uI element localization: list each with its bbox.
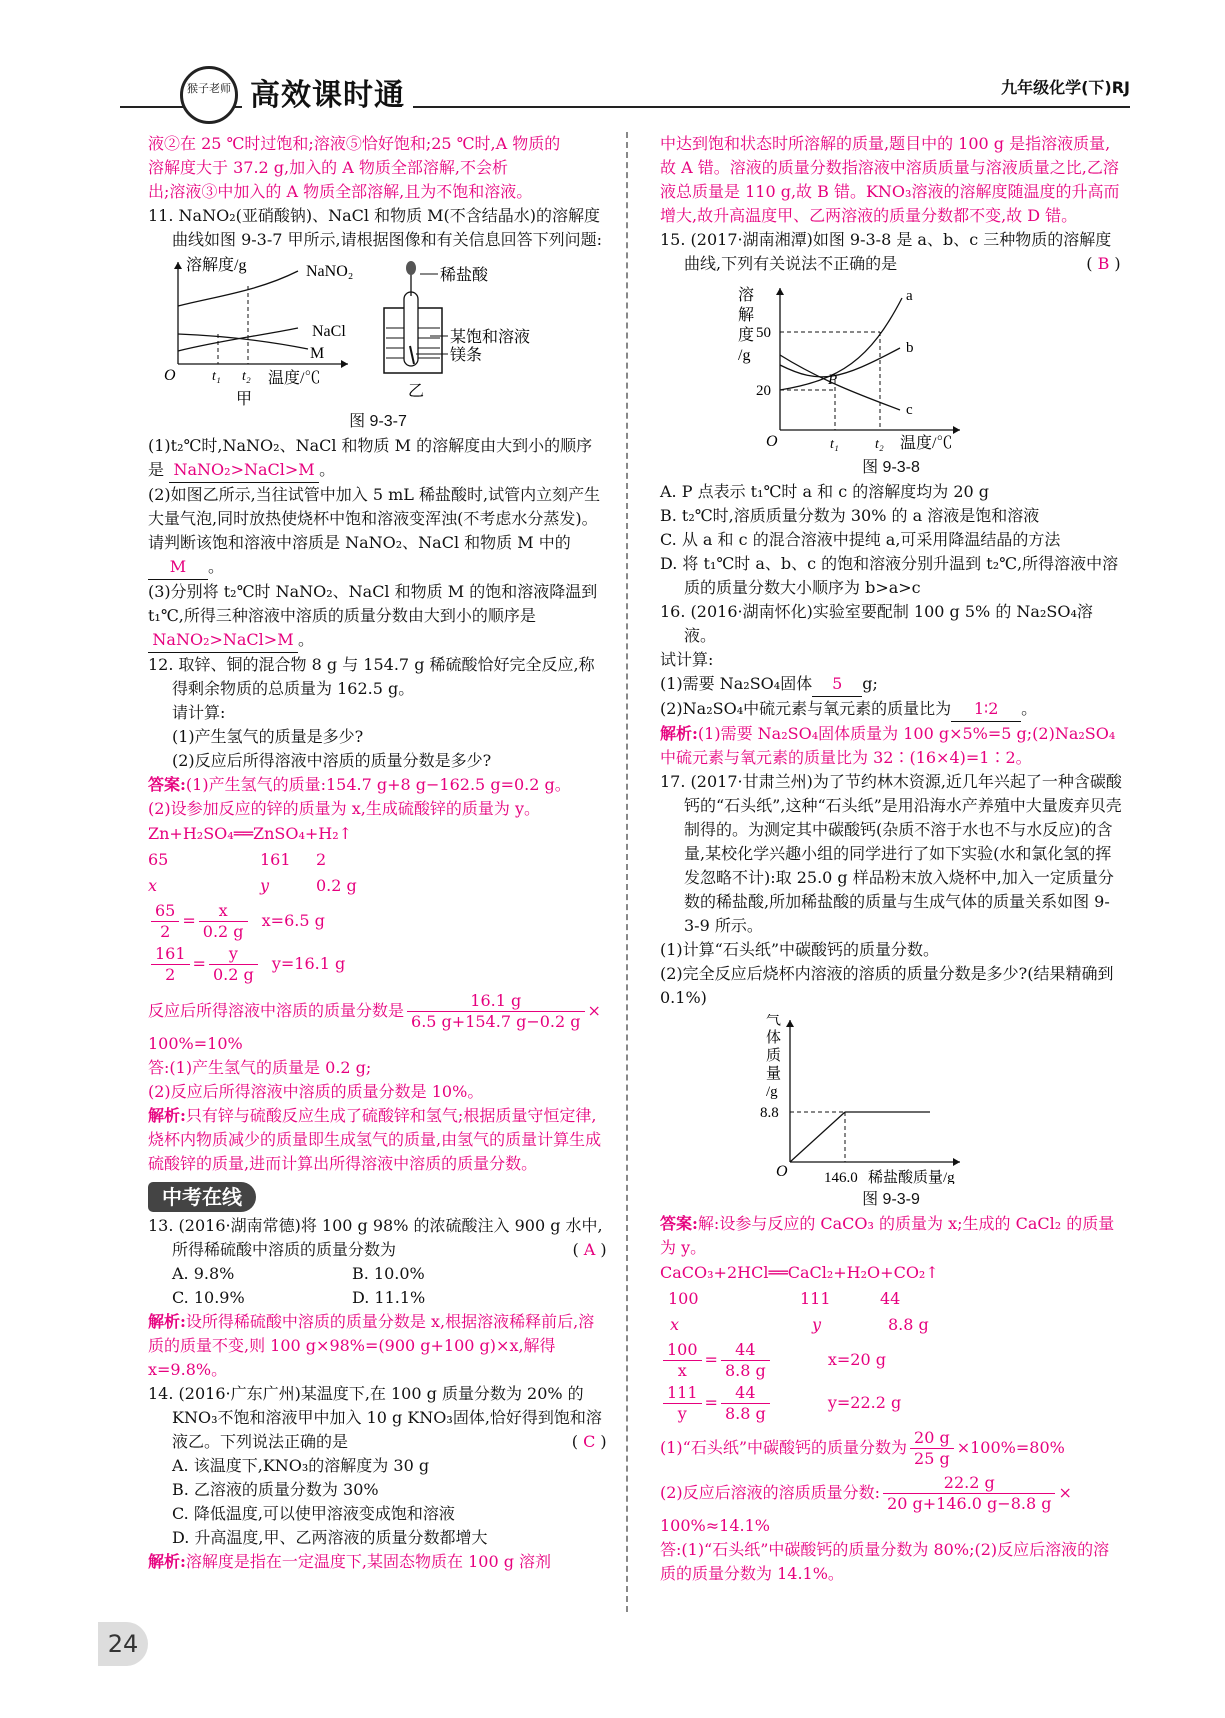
proportion-result: y=16.1 g [271,954,346,973]
fraction-denominator: 0.2 g [202,922,244,941]
question-13-options [148,1286,608,1310]
clock-logo-icon [180,66,238,124]
answer-line: (1)产生氢气的质量:154.7 g+8 g−162.5 g=0.2 g。 [185,775,571,794]
explanation-text: 只有锌与硫酸反应生成了硫酸锌和氢气;根据质量守恒定律,烧杯内物质减少的质量即生成氢气的质量,由氢气的质量计算生成硫酸锌的质量,进而计算出所得溶液中溶质的质量分数。 [148,1106,602,1173]
question-17-part-2: (2)完全反应后烧杯内溶液的溶质的质量分数是多少?(结果精确到 0.1%) [660,964,1114,1007]
calc-text: 反应后所得溶液中溶质的质量分数是 [148,1001,405,1020]
proportion-result: x=20 g [827,1350,886,1369]
mass-value: 44 [880,1289,901,1308]
jia-ylabel: 溶解度/g [186,257,247,274]
fraction-denominator: 2 [160,922,171,941]
series-a: a [906,288,913,304]
series-b: b [906,340,914,356]
option: D. 升高温度,甲、乙两溶液的质量分数都增大 [172,1528,488,1547]
calc-text: ×100%=80% [956,1438,1065,1457]
fraction-denominator: 6.5 g+154.7 g−0.2 g [411,1012,581,1031]
question-12-ask: 请计算: [172,703,226,722]
question-15-stem [660,228,1122,276]
ylabel-char: /g [738,347,751,364]
fraction-numerator: x [199,901,248,922]
answer-summary: 答:(1)产生氢气的质量是 0.2 g; [148,1058,372,1077]
calc-2 [660,1473,1122,1514]
option: C. 从 a 和 c 的混合溶液中提纯 a,可采用降温结晶的方法 [660,530,1061,549]
question-11-part-2 [148,483,608,580]
proportion-1: $\frac{100}{x}$ = $\frac{44}{8.8 g}$ x=20 g [660,1340,1122,1381]
fraction-numerator: 100 [663,1340,702,1361]
unknown-row [660,1312,1122,1338]
question-14-stem [148,1382,608,1454]
calc-result: 100%≈14.1% [660,1516,770,1535]
fraction-denominator: 0.2 g [212,965,254,984]
question-13-stem [148,1214,608,1262]
column-divider [626,132,628,1612]
calc-1 [660,1428,1122,1469]
question-16-ask: 试计算: [660,650,714,669]
continued-explanation-line: 出;溶液③中加入的 A 物质全部溶解,且为不饱和溶液。 [148,182,533,201]
continued-explanation-line: 溶解度大于 37.2 g,加入的 A 物质全部溶解,不会析 [148,158,508,177]
answer-paren: ( A ) [572,1240,607,1259]
question-16-stem: 16. (2016·湖南怀化)实验室要配制 100 g 5% 的 Na₂SO₄溶液。 [660,602,1093,645]
figure-9-3-8 [720,280,1122,452]
question-12-stem: 12. 取锌、铜的混合物 8 g 与 154.7 g 稀硫酸恰好完全反应,称得剩余物质的总质量为 162.5 g。 [148,655,595,698]
right-column [660,132,1122,1586]
xtick-t1: t₁ [830,437,839,452]
ylabel-char: 气 [766,1014,782,1028]
xtick-146: 146.0 [824,1170,858,1184]
part-text: (2)Na₂SO₄中硫元素与氧元素的质量比为 [660,699,952,718]
stem-text: 15. (2017·湖南湘潭)如图 9-3-8 是 a、b、c 三种物质的溶解度曲线,下列有关说法不正确的是 [660,230,1112,273]
fraction-numerator: y [209,944,258,965]
option: B. t₂℃时,溶质质量分数为 30% 的 a 溶液是饱和溶液 [660,506,1040,525]
fraction-numerator: 22.2 g [883,1473,1055,1494]
fraction-denominator: 20 g+146.0 g−8.8 g [887,1494,1052,1513]
fraction-denominator: 25 g [914,1449,950,1468]
figure-caption: 图 9-3-7 [349,413,407,430]
gas-mass-chart [740,1014,1000,1184]
explanation-label: 解析: [148,1312,186,1331]
xlabel: 稀盐酸质量/g [868,1170,955,1184]
option: D. 11.1% [352,1288,426,1307]
ylabel-char: 体 [766,1030,782,1046]
proportion-2: $\frac{111}{y}$ = $\frac{44}{8.8 g}$ y=22.2 g [660,1383,1122,1424]
series-title: 高效课时通 [242,76,413,116]
ylabel-char: 度 [738,327,755,344]
continued-explanation: 中达到饱和状态时所溶解的质量,题目中的 100 g 是指溶液质量,故 A 错。溶液的质量分数指溶液中溶质质量与溶液质量之比,乙溶液总质量是 110 g,故 B 错。KNO₃溶液的溶解度随温度的升高而增大,故升高温度甲、乙两溶液的质量分数都不变,故 D 错。 [660,134,1120,225]
jia-t1: t₁ [212,369,221,384]
question-13-options [148,1262,608,1286]
part-text: (1)需要 Na₂SO₄固体 [660,674,813,693]
explanation-text: 设所得稀硫酸中溶质的质量分数是 x,根据溶液稀释前后,溶质的质量不变,则 100 g×98%=(900 g+100 g)×x,解得 x=9.8%。 [148,1312,595,1379]
answer-summary: 答:(1)“石头纸”中碳酸钙的质量分数为 80%;(2)反应后溶液的溶质的质量分数为 14.1%。 [660,1540,1110,1583]
calc-text: (1)“石头纸”中碳酸钙的质量分数为 [660,1438,908,1457]
molar-mass-row [660,1286,1122,1312]
stem-text: 13. (2016·湖南常德)将 100 g 98% 的浓硫酸注入 900 g 水中,所得稀硫酸中溶质的质量分数为 [148,1216,603,1259]
times-sign: × [587,1001,601,1020]
question-11-part-1 [148,434,608,483]
fraction-numerator: 161 [151,944,190,965]
answer-label: 答案: [148,775,186,794]
figure-9-3-7 [148,256,608,406]
figure-caption: 图 9-3-9 [862,1191,920,1208]
fraction-numerator: 44 [721,1340,770,1361]
answer-blank: 1∶2 [951,697,1021,722]
ylabel-char: 量 [766,1066,782,1082]
chemical-equation: CaCO₃+2HCl══CaCl₂+H₂O+CO₂↑ [660,1263,939,1282]
fraction-numerator: 20 g [910,1428,954,1449]
part-text: (1)t₂℃时,NaNO₂、NaCl 和物质 M 的溶解度由大到小的顺序是 [148,436,593,479]
explanation-label: 解析: [660,724,698,743]
mass-value: 100 [668,1289,699,1308]
answer-paren: ( C ) [571,1432,607,1451]
origin-label: O [766,433,778,450]
answer-paren: ( B ) [1086,254,1121,273]
mass-value: 2 [316,850,327,869]
jia-xlabel: 温度/℃ [268,370,321,387]
option: B. 乙溶液的质量分数为 30% [172,1480,379,1499]
proportion-2: $\frac{161}{2}$ = $\frac{y}{0.2 g}$ y=16.1 g [148,944,608,985]
part-end: 。 [1021,699,1038,718]
fraction-numerator: 16.1 g [407,991,585,1012]
jia-name: 甲 [236,391,253,406]
jia-t2: t₂ [242,369,251,384]
fraction-denominator: 8.8 g [724,1361,766,1380]
stem-text: 14. (2016·广东广州)某温度下,在 100 g 质量分数为 20% 的 KNO₃不饱和溶液甲中加入 10 g KNO₃固体,恰好得到饱和溶液乙。下列说法正确的是 [148,1384,602,1451]
yi-acid-label: 稀盐酸 [440,267,489,284]
mass-value: 65 [148,850,169,869]
option: A. P 点表示 t₁℃时 a 和 c 的溶解度均为 20 g [660,482,990,501]
question-17-stem: 17. (2017·甘肃兰州)为了节约林木资源,近几年兴起了一种含碳酸钙的“石头纸”,这种“石头纸”是用沿海水产养殖中大量废弃贝壳制得的。为测定其中碳酸钙(杂质不溶于水也不与水反应)的含量,某校化学兴趣小组的同学进行了如下实验(水和氯化氢的挥发忽略不计):取 25.0 g 样品粉末放入烧杯中,加入一定质量分数的稀盐酸,所加稀盐酸的质量与生成气体的质量关系如图 9-3-9 所示。 [660,772,1122,935]
fraction-denominator: 8.8 g [724,1404,766,1423]
mass-value: 0.2 g [316,876,357,895]
ylabel-char: /g [766,1084,778,1100]
ylabel-char: 溶 [738,287,755,304]
page-number: 24 [98,1622,148,1666]
jia-series-m: M [310,345,325,362]
xlabel: 温度/℃ [900,435,953,452]
page-header [120,78,1130,128]
answer-blank: NaNO₂>NaCl>M [148,628,298,653]
mass-value: y [812,1315,822,1334]
logo-badge: 猴子老师 [187,82,231,95]
solubility-figure-jia-yi [148,256,608,406]
proportion-result: x=6.5 g [261,911,325,930]
choice-answer: B [1097,254,1110,273]
percent-calc [148,991,608,1032]
answer-label: 答案: [660,1214,698,1233]
part-text: (2)如图乙所示,当往试管中加入 5 mL 稀盐酸时,试管内立刻产生大量气泡,同时放热使烧杯中饱和溶液变浑浊(不考虑水分蒸发)。请判断该饱和溶液中溶质是 NaNO₂、NaCl 和物质 M 中的 [148,485,601,552]
figure-9-3-9 [740,1014,1122,1184]
book-title: 九年级化学(下)RJ [991,76,1130,100]
explanation-label: 解析: [148,1106,186,1125]
answer-blank: NaNO₂>NaCl>M [169,458,319,483]
fraction-numerator: 65 [151,901,179,922]
answer-blank: M [148,555,208,580]
figure-caption: 图 9-3-8 [862,459,920,476]
mass-value: 8.8 g [888,1315,929,1334]
option: A. 该温度下,KNO₃的溶解度为 30 g [172,1456,430,1475]
part-end: 。 [298,630,315,649]
part-end: 。 [319,460,336,479]
ylabel-char: 质 [766,1048,782,1064]
xtick-t2: t₂ [875,437,884,452]
answer-line: 解:设参与反应的 CaCO₃ 的质量为 x;生成的 CaCl₂ 的质量为 y。 [660,1214,1115,1257]
option: C. 10.9% [172,1288,245,1307]
question-17-part-1: (1)计算“石头纸”中碳酸钙的质量分数。 [660,940,940,959]
mass-value: x [670,1315,680,1334]
fraction-numerator: 111 [663,1383,702,1404]
answer-summary: (2)反应后所得溶液中溶质的质量分数是 10%。 [148,1082,484,1101]
jia-series-nacl: NaCl [312,323,346,340]
calc-text: (2)反应后溶液的溶质质量分数: [660,1483,881,1502]
ytick-20: 20 [756,383,771,399]
section-badge: 中考在线 [148,1182,256,1212]
answer-line: (2)设参加反应的锌的质量为 x,生成硫酸锌的质量为 y。 [148,799,540,818]
question-16-part-2 [660,697,1122,722]
proportion-1: $\frac{65}{2}$ = $\frac{x}{0.2 g}$ x=6.5 g [148,901,608,942]
continued-explanation-line: 液②在 25 ℃时过饱和;溶液⑤恰好饱和;25 ℃时,A 物质的 [148,134,561,153]
left-column [148,132,608,1574]
yi-mg-label: 镁条 [450,347,483,364]
option: B. 10.0% [352,1264,425,1283]
option: A. 9.8% [172,1264,235,1283]
question-12-part-1: (1)产生氢气的质量是多少? [172,727,364,746]
question-11-part-3 [148,580,608,653]
fraction-denominator: x [677,1361,687,1380]
answer-blank: 5 [812,672,862,697]
molar-mass-row [148,847,608,873]
mass-value: x [148,876,158,895]
jia-series-nano2: NaNO₂ [306,263,354,280]
choice-answer: A [583,1240,596,1259]
proportion-result: y=22.2 g [827,1393,902,1412]
explanation-text: (1)需要 Na₂SO₄固体质量为 100 g×5%=5 g;(2)Na₂SO₄中硫元素与氧元素的质量比为 32∶(16×4)=1∶2。 [660,724,1116,767]
ylabel-char: 解 [738,307,755,324]
part-text: (3)分别将 t₂℃时 NaNO₂、NaCl 和物质 M 的饱和溶液降温到 t₁℃,所得三种溶液中溶质的质量分数由大到小的顺序是 [148,582,598,625]
series-c: c [906,402,913,418]
question-11-stem: 11. NaNO₂(亚硝酸钠)、NaCl 和物质 M(不含结晶水)的溶解度曲线如图 9-3-7 甲所示,请根据图像和有关信息回答下列问题: [148,206,603,249]
ytick-50: 50 [756,325,771,341]
mass-value: 161 [260,850,291,869]
fraction-denominator: y [677,1404,687,1423]
mass-value: y [260,876,270,895]
percent-result: 100%=10% [148,1034,243,1053]
chemical-equation: Zn+H₂SO₄══ZnSO₄+H₂↑ [148,824,353,843]
unknown-row [148,873,608,899]
jia-origin: O [164,367,176,384]
solubility-curve-abc [720,280,1020,452]
mass-value: 111 [800,1289,831,1308]
question-17-answer [660,1212,1122,1586]
question-12-part-2: (2)反应后所得溶液中溶质的质量分数是多少? [172,751,492,770]
explanation-text: 溶解度是指在一定温度下,某固态物质在 100 g 溶剂 [185,1552,552,1571]
question-12-answer [148,773,608,1176]
option: D. 将 t₁℃时 a、b、c 的饱和溶液分别升温到 t₂℃,所得溶液中溶质的质量分数大小顺序为 b>a>c [660,554,1119,597]
point-p: P [828,372,838,388]
part-end: 。 [208,557,225,576]
times-sign: × [1058,1483,1072,1502]
yi-name: 乙 [408,383,425,400]
choice-answer: C [583,1432,596,1451]
option: C. 降低温度,可以使甲溶液变成饱和溶液 [172,1504,455,1523]
explanation-label: 解析: [148,1552,186,1571]
fraction-denominator: 2 [165,965,176,984]
part-end: g; [862,674,878,693]
yi-solution-label: 某饱和溶液 [450,329,531,346]
question-16-part-1 [660,672,1122,697]
ytick-8-8: 8.8 [760,1105,779,1121]
fraction-numerator: 44 [721,1383,770,1404]
origin-label: O [776,1163,788,1180]
